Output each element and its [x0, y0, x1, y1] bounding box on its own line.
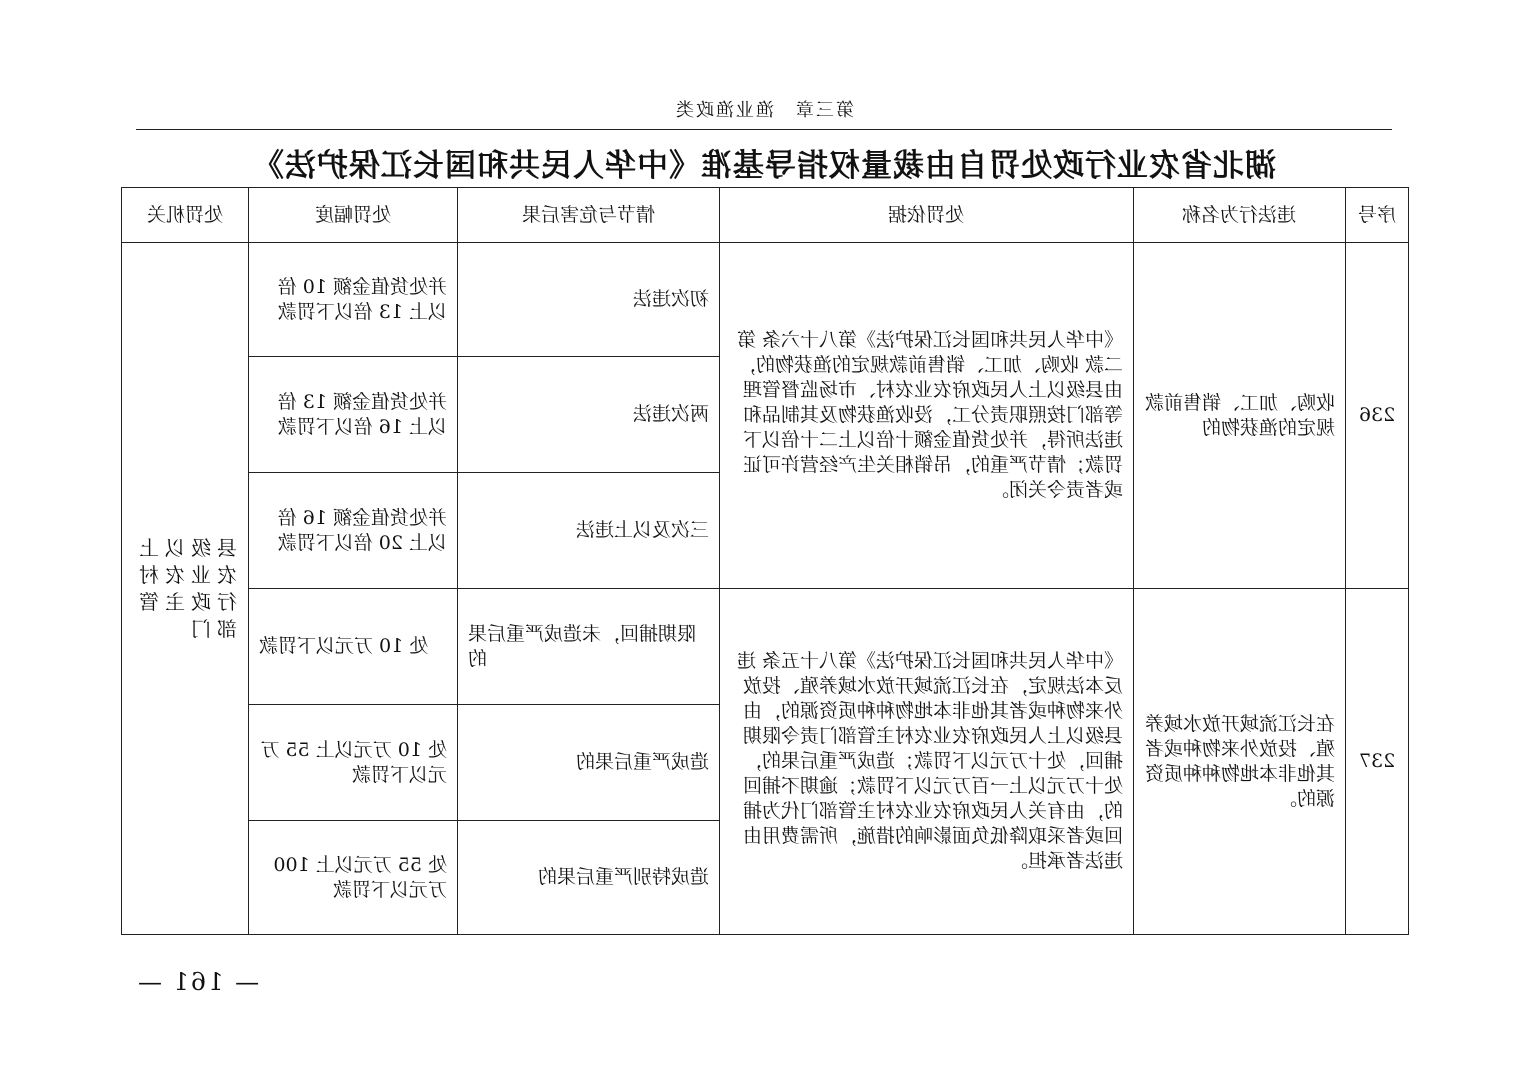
running-header: 第三章 渔业渔政类 — [674, 100, 854, 121]
header-authority: 处罚机关 — [122, 188, 249, 243]
consequence-cell: 两次违法 — [458, 357, 720, 473]
authority-cell: 县级以上农业农村行政主管部门 — [122, 243, 249, 935]
header-basis: 处罚依据 — [720, 188, 1134, 243]
item-number-cell: 236 — [1346, 243, 1409, 589]
consequence-cell: 造成特别严重后果的 — [458, 821, 720, 935]
range-cell: 处 10 万元以上 55 万元以下罚款 — [249, 705, 458, 821]
item-number-cell: 237 — [1346, 589, 1409, 935]
consequence-cell: 造成严重后果的 — [458, 705, 720, 821]
range-cell: 并处货值金额 10 倍以上 13 倍以下罚款 — [249, 243, 458, 357]
header-range: 处罚幅度 — [249, 188, 458, 243]
table-row — [122, 243, 1409, 357]
range-cell: 并处货值金额 13 倍以上 16 倍以下罚款 — [249, 357, 458, 473]
document-title: 湖北省农业行政处罚自由裁量权指导基准《中华人民共和国长江保护法》 — [252, 148, 1276, 184]
header-consequence: 情节与危害后果 — [458, 188, 720, 243]
violation-name-cell: 收购、加工、销售前款规定的渔获物的 — [1134, 243, 1346, 589]
table-header-row — [122, 188, 1409, 243]
basis-cell: 《中华人民共和国长江保护法》第八十六条 第二款 收购、加工、销售前款规定的渔获物的，由县级以上人民政府农业农村、市场监督管理等部门按照职责分工，没收渔获物及其制品和违法所得，并处货值金额十倍以上二十倍以下罚款；情节严重的，吊销相关生产经营许可证或者责令关闭。 — [720, 243, 1134, 589]
header-rule — [136, 129, 1392, 130]
range-cell: 处 55 万元以上 100 万元以下罚款 — [249, 821, 458, 935]
range-cell: 并处货值金额 16 倍以上 20 倍以下罚款 — [249, 473, 458, 589]
header-name: 违法行为名称 — [1134, 188, 1346, 243]
header-no: 序号 — [1346, 188, 1409, 243]
penalty-table — [121, 187, 1409, 935]
consequence-cell: 三次及以上违法 — [458, 473, 720, 589]
page-number: — 161 — — [136, 968, 260, 996]
range-cell: 处 10 万元以下罚款 — [249, 589, 458, 705]
table-row — [122, 589, 1409, 705]
basis-cell: 《中华人民共和国长江保护法》第八十五条 违反本法规定，在长江流域开放水域养殖、投放外来物种或者其他非本地物种种质资源的，由县级以上人民政府农业农村主管部门责令限期捕回，处十万元以下罚款；造成严重后果的，处十万元以上一百万元以下罚款；逾期不捕回的，由有关人民政府农业农村主管部门代为捕回或者采取降低负面影响的措施，所需费用由违法者承担。 — [720, 589, 1134, 935]
violation-name-cell: 在长江流域开放水域养殖、投放外来物种或者其他非本地物种种质资源的。 — [1134, 589, 1346, 935]
consequence-cell: 初次违法 — [458, 243, 720, 357]
consequence-cell: 限期捕回，未造成严重后果的 — [458, 589, 720, 705]
